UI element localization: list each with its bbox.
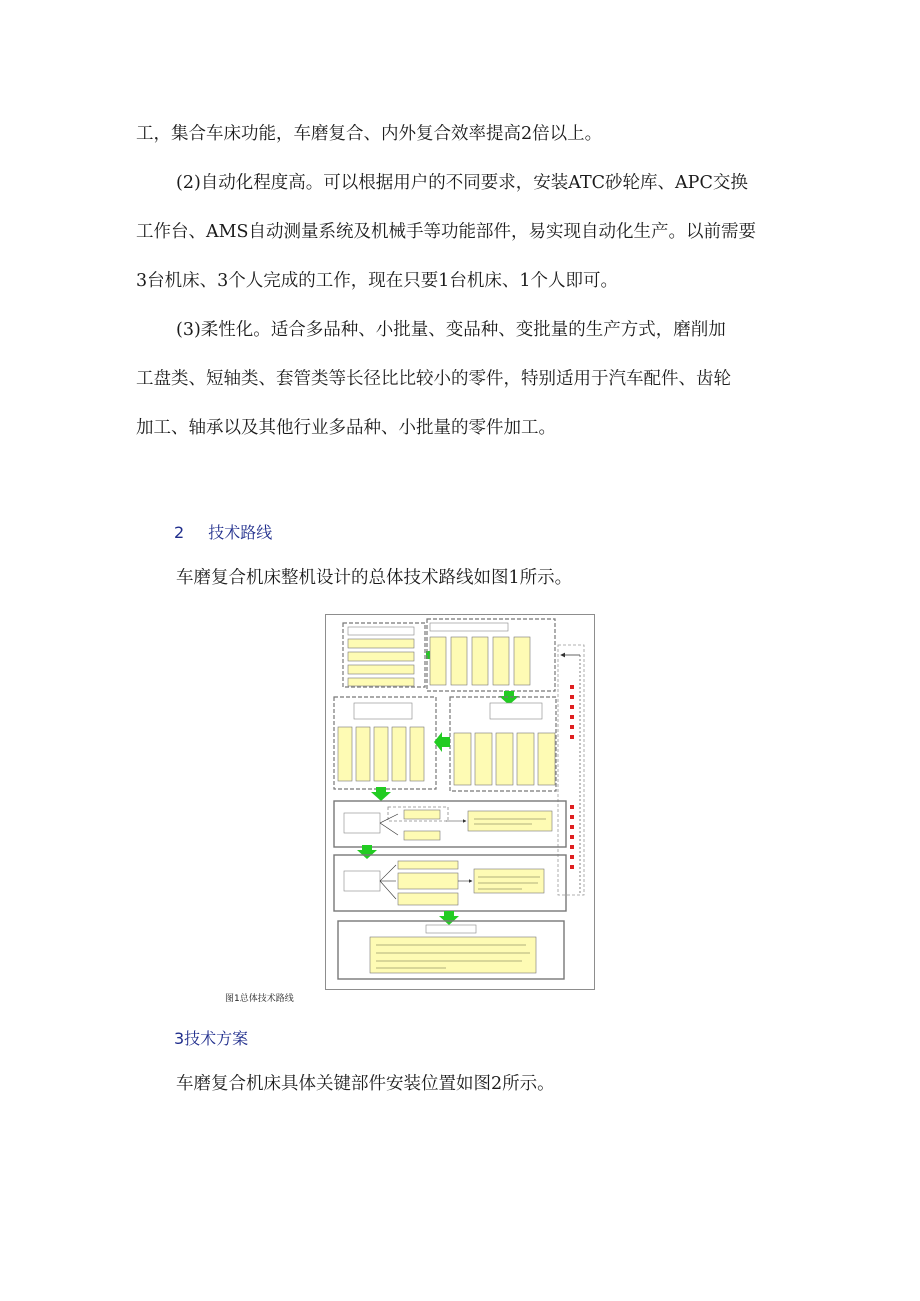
paragraph-line: (2)自动化程度高。可以根据用户的不同要求，安装ATC砂轮库、APC交换 xyxy=(176,173,748,193)
section-heading-3: 3技术方案 xyxy=(174,1029,249,1048)
section-heading-2 xyxy=(174,520,272,543)
paragraph-line: 车磨复合机床整机设计的总体技术路线如图1所示。 xyxy=(176,568,573,588)
paragraph-line: (3)柔性化。适合多品种、小批量、变品种、变批量的生产方式，磨削加 xyxy=(176,320,726,340)
paragraph-line: 加工、轴承以及其他行业多品种、小批量的零件加工。 xyxy=(136,418,556,438)
paragraph-line: 工作台、AMS自动测量系统及机械手等功能部件，易实现自动化生产。以前需要 xyxy=(136,222,757,242)
paragraph-line: 工盘类、短轴类、套管类等长径比比较小的零件，特别适用于汽车配件、齿轮 xyxy=(136,369,731,389)
paragraph-line: 车磨复合机床具体关键部件安装位置如图2所示。 xyxy=(176,1074,555,1094)
paragraph-line: 工，集合车床功能，车磨复合、内外复合效率提高2倍以上。 xyxy=(136,124,603,144)
paragraph-line: 3台机床、3个人完成的工作，现在只要1台机床、1个人即可。 xyxy=(136,271,619,291)
figure-1-flowchart xyxy=(325,614,595,990)
figure-caption: 图1总体技术路线 xyxy=(225,994,294,1004)
section-title: 技术路线 xyxy=(208,523,273,542)
flow-arrow xyxy=(439,911,459,925)
section-number: 2 xyxy=(174,523,185,542)
